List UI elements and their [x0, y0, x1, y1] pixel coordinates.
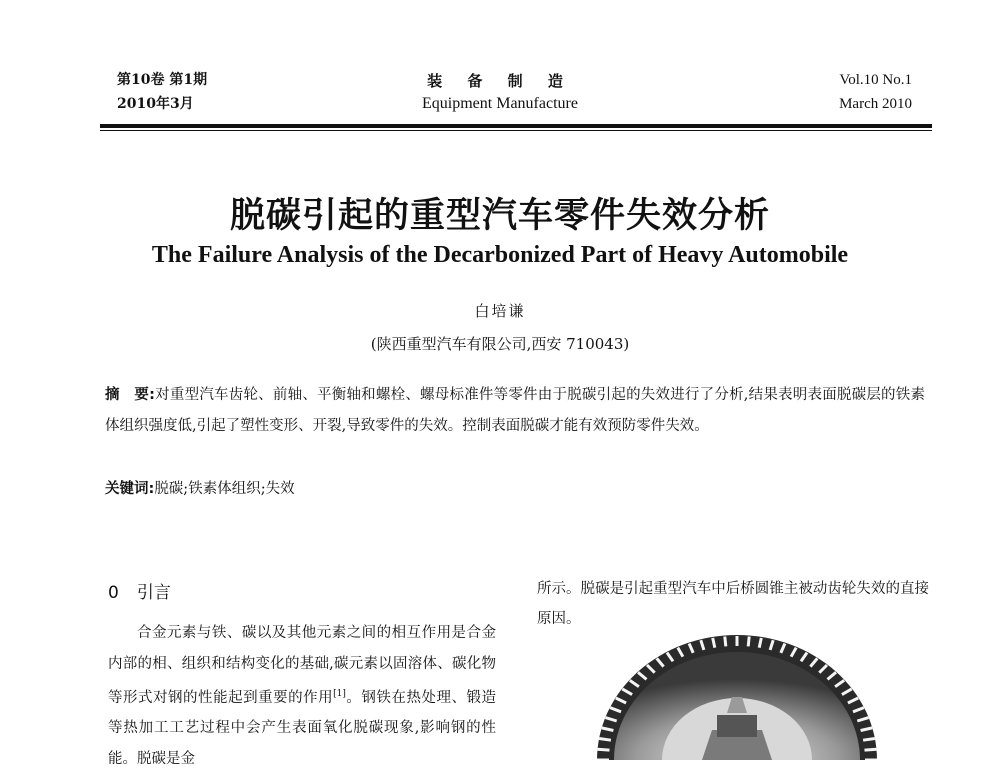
paper-title-cn: 脱碳引起的重型汽车零件失效分析	[229, 196, 770, 236]
gear-tooth	[759, 638, 761, 648]
journal-name-cn: 装 备 制 造	[427, 72, 573, 90]
author-affiliation: (陕西重型汽车有限公司,西安 710043)	[370, 335, 630, 353]
body-column-left	[108, 618, 496, 774]
journal-name-en: Equipment Manufacture	[422, 95, 578, 112]
header-rule-thin	[100, 130, 932, 131]
header-rule-thick	[100, 124, 932, 128]
header-issue-en	[839, 68, 912, 116]
abstract-label: 摘 要:	[105, 387, 155, 403]
paper-title-en: The Failure Analysis of the Decarbonized Part of Heavy Automobile	[151, 242, 849, 268]
gear-tooth	[598, 749, 610, 750]
body-column-right: 所示。脱碳是引起重型汽车中后桥圆锥主被动齿轮失效的直接原因。	[537, 581, 929, 627]
keywords	[105, 475, 925, 503]
gear-photo	[592, 635, 882, 760]
gear-tooth	[599, 739, 611, 741]
volume-cn: 第10卷 第1期	[117, 72, 208, 88]
body-text-left-2: 。钢铁在热处理、锻造等热加工工艺过程中会产生表面氧化脱碳现象,影响钢的性能。脱碳是金	[108, 689, 497, 767]
date-cn: 2010年3月	[117, 96, 194, 112]
abstract-text: 对重型汽车齿轮、前轴、平衡轴和螺栓、螺母标准件等零件由于脱碳引起的失效进行了分析,结果表明表面脱碳层的铁素体组织强度低,引起了塑性变形、开裂,导致零件的失效。控制表面脱碳才能有效预防零件失效。	[105, 387, 925, 434]
volume-en: Vol.10 No.1	[839, 72, 912, 88]
gear-tooth	[725, 637, 726, 647]
keywords-label: 关键词:	[105, 481, 155, 497]
date-en: March 2010	[839, 96, 912, 112]
gear-tooth	[713, 638, 715, 648]
body-text-left-1: 合金元素与铁、碳以及其他元素之间的相互作用是合金内部的相、组织和结构变化的基础,碳元素以固溶体、碳化物等形式对钢的性能起到重要的作用	[108, 625, 496, 706]
keywords-text: 脱碳;铁素体组织;失效	[154, 481, 295, 497]
gear-tooth	[863, 739, 875, 741]
section-heading	[108, 578, 171, 603]
section-title: 引言	[136, 583, 171, 603]
gear-tooth	[865, 749, 877, 750]
citation-ref: [1]	[333, 689, 346, 699]
abstract	[105, 380, 925, 442]
author-name: 白培谦	[474, 302, 526, 320]
section-number: 0	[108, 583, 119, 603]
gear-tooth	[748, 637, 749, 647]
